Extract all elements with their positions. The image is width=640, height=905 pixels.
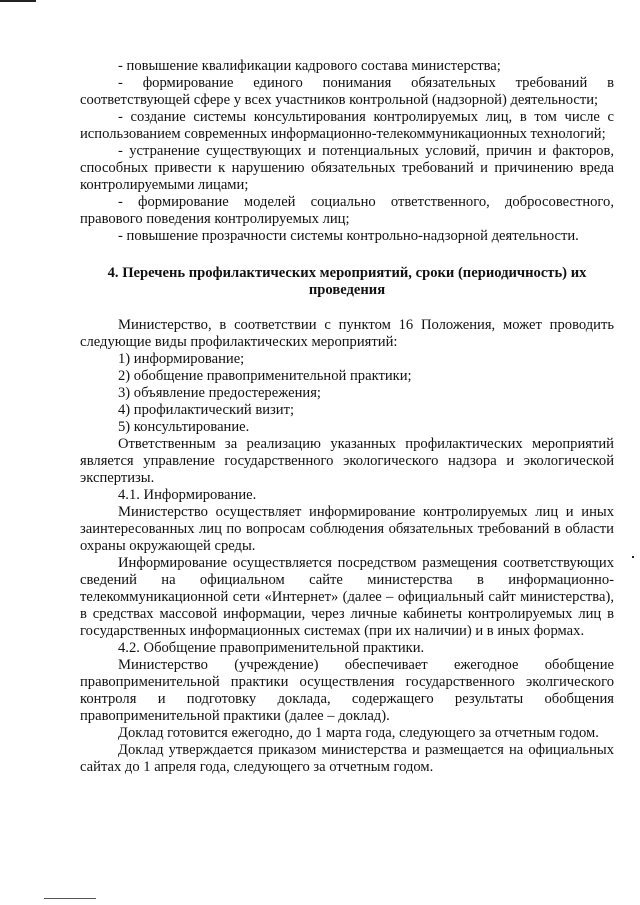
- document-page: [80, 58, 614, 776]
- goal-item: - формирование единого понимания обязательных требований в соответствующей сфере у всех участников контрольной (надзорной) деятельности;: [80, 75, 614, 108]
- scan-artifact-top: [0, 0, 36, 2]
- subsection-paragraph: Доклад готовится ежегодно, до 1 марта года, следующего за отчетным годом.: [118, 725, 599, 741]
- goal-item: - создание системы консультирования контролируемых лиц, в том числе с использованием современных информационно-телекоммуникационных технологий;: [80, 109, 614, 142]
- goal-item: - повышение квалификации кадрового состава министерства;: [118, 58, 501, 74]
- measure-item: 4) профилактический визит;: [118, 402, 295, 418]
- measures-intro: Министерство, в соответствии с пунктом 16 Положения, может проводить следующие виды профилактических мероприятий:: [80, 317, 614, 350]
- subsection-paragraph: Министерство (учреждение) обеспечивает ежегодное обобщение правоприменительной практики осуществления государственного эколгического контроля и подготовку доклада, содержащего результаты обобщения правоприменительной практики (далее – доклад).: [80, 657, 614, 724]
- subsection-paragraph: Информирование осуществляется посредством размещения соответствующих сведений на официальном сайте министерства в информационно-телекоммуникационной сети «Интернет» (далее – официальный сайт министерства), в средствах массовой информации, через личные кабинеты контролируемых лиц в государственных информационных системах (при их наличии) и в иных формах.: [80, 555, 614, 639]
- goal-item: - повышение прозрачности системы контрольно-надзорной деятельности.: [118, 228, 579, 244]
- section-heading: 4. Перечень профилактических мероприятий, сроки (периодичность) их проведения: [107, 265, 587, 298]
- goal-item: - устранение существующих и потенциальных условий, причин и факторов, способных привести к нарушению обязательных требований и причинению вреда контролируемыми лицами;: [80, 143, 614, 193]
- subsection-title-4-2: 4.2. Обобщение правоприменительной практики.: [118, 640, 425, 656]
- goal-item: - формирование моделей социально ответственного, добросовестного, правового поведения контролируемых лиц;: [80, 194, 614, 227]
- measure-item: 3) объявление предостережения;: [118, 385, 321, 401]
- responsible-paragraph: Ответственным за реализацию указанных профилактических мероприятий является управление государственного экологического надзора и экологической экспертизы.: [80, 436, 614, 486]
- subsection-paragraph: Доклад утверждается приказом министерства и размещается на официальных сайтах до 1 апреля года, следующего за отчетным годом.: [80, 742, 614, 775]
- scan-artifact-right: [632, 556, 634, 558]
- measure-item: 1) информирование;: [118, 351, 245, 367]
- subsection-title-4-1: 4.1. Информирование.: [118, 487, 257, 503]
- measure-item: 2) обобщение правоприменительной практики;: [118, 368, 412, 384]
- subsection-paragraph: Министерство осуществляет информирование контролируемых лиц и иных заинтересованных лиц по вопросам соблюдения обязательных требований в области охраны окружающей среды.: [80, 504, 614, 554]
- scan-artifact-bottom: [44, 898, 96, 899]
- measure-item: 5) консультирование.: [118, 419, 250, 435]
